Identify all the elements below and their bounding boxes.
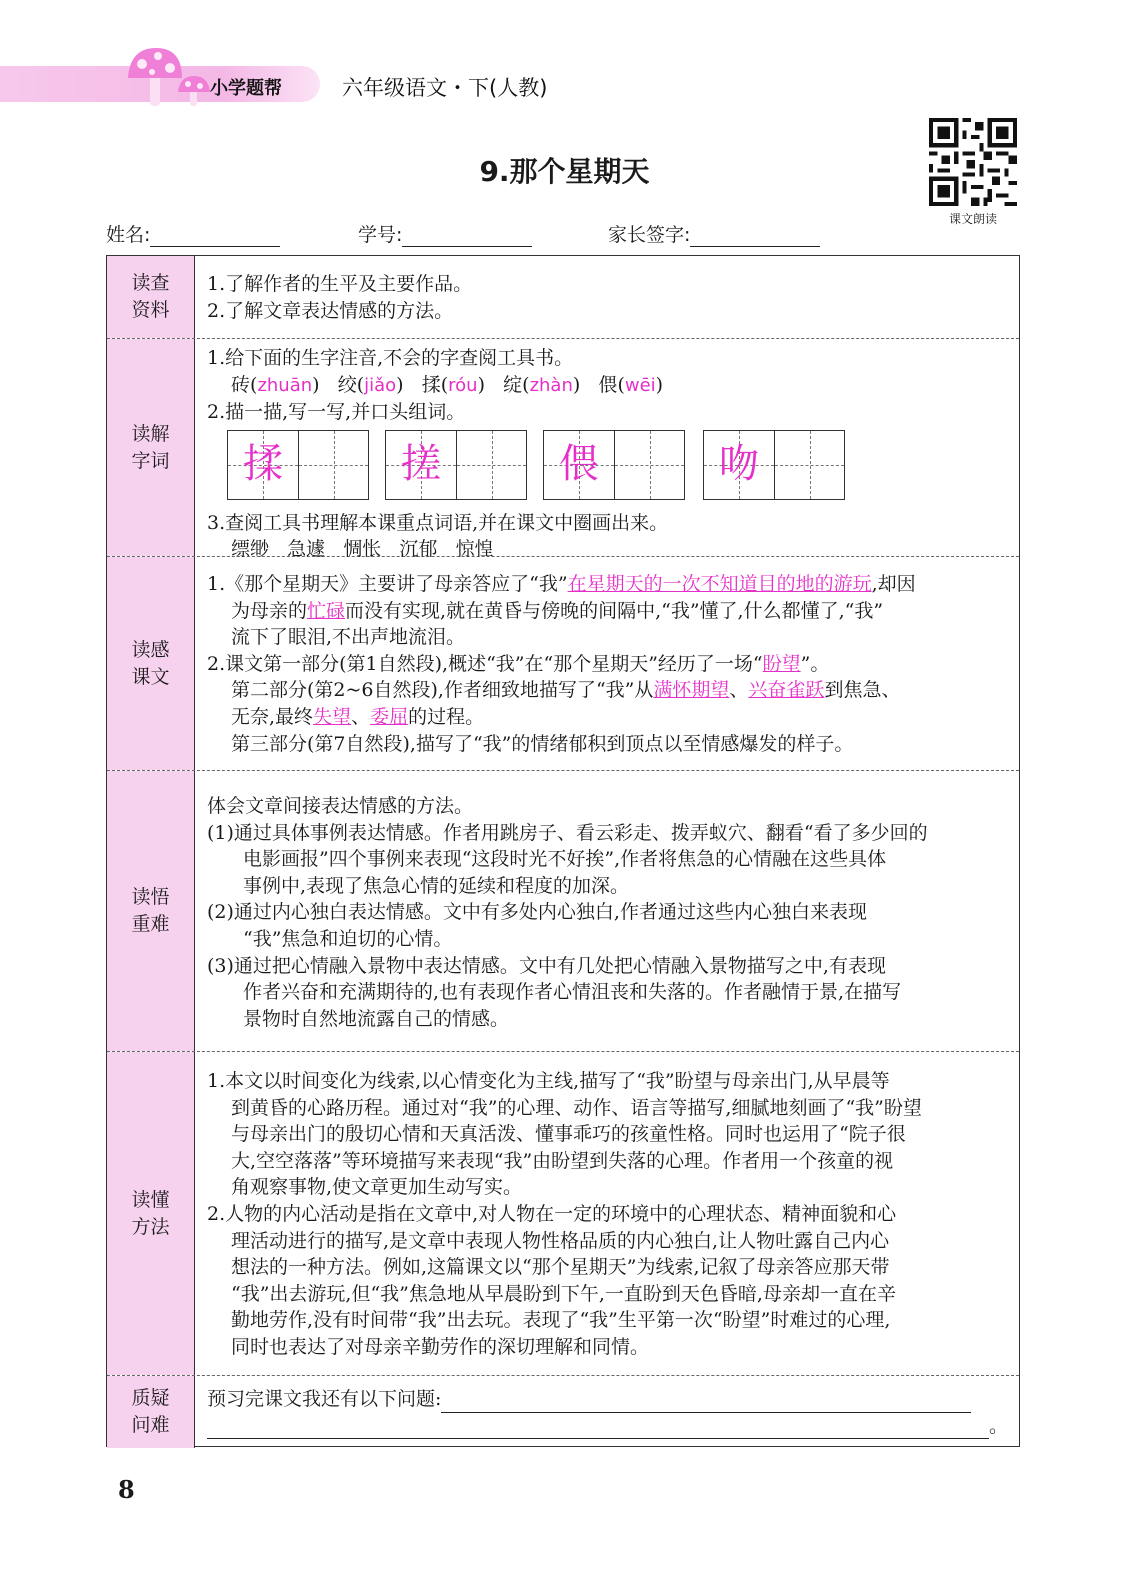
text-line: 到黄昏的心路历程。通过对“我”的心理、动作、语言等描写,细腻地刻画了“我”盼望 [231,1096,922,1119]
text-line: “我”焦急和迫切的心情。 [243,927,453,950]
brand-name: 小学题帮 [210,78,282,99]
section-vocabulary [107,339,1019,561]
text-line: 第三部分(第7自然段),描写了“我”的情绪郁积到顶点以至情感爆发的样子。 [231,732,854,755]
parent-sign-blank[interactable] [690,227,820,247]
question-text: 1.给下面的生字注音,不会的字查阅工具书。 [207,347,574,369]
section-body [207,345,1009,563]
trace-character: 吻 [719,441,759,488]
answer-text[interactable]: 盼望 [762,652,801,675]
section-body [207,271,1009,324]
text-line: “我”出去游玩,但“我”焦急地从早晨盼到下午,一直盼到天色昏暗,母亲却一直在辛 [231,1282,896,1305]
question-line [207,1413,1009,1440]
pinyin-answer[interactable]: zhàn [529,374,573,396]
parent-sign-field[interactable] [608,220,820,247]
label-line-2: 资料 [131,299,170,321]
page-number: 8 [118,1475,135,1504]
text-line: 同时也表达了对母亲辛勤劳作的深切理解和同情。 [231,1335,650,1358]
section-label [107,339,195,556]
label-line-2: 问难 [131,1414,170,1436]
parent-sign-label: 家长签字: [608,224,691,246]
question-line [207,1386,1009,1413]
writing-box[interactable] [703,430,845,500]
text-line: 想法的一种方法。例如,这篇课文以“那个星期天”为线索,记叙了母亲答应那天带 [231,1256,890,1279]
pinyin-item: 揉(róu) [421,373,486,396]
student-id-blank[interactable] [402,227,532,247]
text-line: 事例中,表现了焦急心情的延续和程度的加深。 [243,874,630,897]
section-label [107,1376,195,1448]
text-line: 1.本文以时间变化为线索,以心情变化为主线,描写了“我”盼望与母亲出门,从早晨等 [207,1070,890,1092]
vocab-word: 沉郁 [399,538,438,561]
section-label [107,557,195,770]
text-line: (2)通过内心独白表达情感。文中有多处内心独白,作者通过这些内心独白来表现 [207,901,867,924]
text-line: 电影画报”四个事例来表现“这段时光不好挨”,作者将焦急的心情融在这些具体 [243,848,887,871]
student-id-field[interactable] [358,220,532,247]
text-line: 理活动进行的描写,是文章中表现人物性格品质的内心独白,让人物吐露自己内心 [231,1229,890,1252]
worksheet-table [106,255,1020,1447]
text-line: 1.了解作者的生平及主要作品。 [207,273,473,295]
answer-text[interactable]: 满怀期望 [653,679,730,702]
label-line-2: 方法 [131,1215,170,1238]
name-field[interactable] [106,220,280,247]
text-line: 大,空空落落”等环境描写来表现“我”由盼望到失落的心理。作者用一个孩童的视 [231,1149,894,1172]
period-mark: 。 [989,1414,1009,1437]
text-line: 1.《那个星期天》主要讲了母亲答应了“我”在星期天的一次不知道目的地的游玩,却因 [207,573,916,595]
answer-text[interactable]: 兴奋雀跃 [748,679,825,702]
label-line-1: 读悟 [131,886,170,908]
text-line: 无奈,最终失望、委屈的过程。 [231,705,485,728]
writing-box[interactable] [385,430,527,500]
student-id-label: 学号: [358,224,403,246]
writing-box[interactable] [227,430,369,500]
section-body [207,1068,1009,1361]
section-body [207,793,1009,1032]
vocab-word: 惊惶 [455,538,494,561]
text-line: (3)通过把心情融入景物中表达情感。文中有几处把心情融入景物描写之中,有表现 [207,954,886,977]
text-line: 为母亲的忙碌而没有实现,就在黄昏与傍晚的间隔中,“我”懂了,什么都懂了,“我” [231,599,884,622]
text-line: 第二部分(第2~6自然段),作者细致地描写了“我”从满怀期望、兴奋雀跃到焦急、 [231,679,901,702]
pinyin-answer[interactable]: jiǎo [364,374,397,396]
pinyin-answer[interactable]: zhuān [257,374,313,396]
answer-blank[interactable] [441,1391,971,1413]
section-body [207,571,1009,757]
text-line: (1)通过具体事例表达情感。作者用跳房子、看云彩走、拨弄蚁穴、翻看“看了多少回的 [207,821,928,844]
answer-text[interactable]: 在星期天的一次不知道目的地的游玩 [567,573,872,595]
label-line-1: 读懂 [131,1188,170,1211]
book-info: 六年级语文・下(人教) [342,76,548,100]
text-line: 勤地劳作,没有时间带“我”出去玩。表现了“我”生平第一次“盼望”时难过的心理, [231,1309,891,1332]
text-line: 作者兴奋和充满期待的,也有表现作者心情沮丧和失落的。作者融情于景,在描写 [243,981,902,1004]
pinyin-answer[interactable]: róu [448,374,478,396]
pinyin-row [207,372,1009,400]
question-prompt: 预习完课文我还有以下问题: [207,1388,442,1410]
section-label [107,1052,195,1375]
writing-grid [227,430,1009,504]
text-line: 2.课文第一部分(第1自然段),概述“我”在“那个星期天”经历了一场“盼望”。 [207,652,830,675]
text-line: 景物时自然地流露自己的情感。 [243,1007,510,1030]
answer-text[interactable]: 忙碌 [307,599,346,622]
answer-text[interactable]: 委屈 [370,705,409,728]
section-method [107,1052,1019,1376]
label-line-2: 字词 [131,449,170,472]
pinyin-answer[interactable]: wēi [624,374,656,396]
page-title: 9.那个星期天 [479,155,650,188]
answer-text[interactable]: 失望 [313,705,352,728]
section-key-points [107,771,1019,1052]
vocab-word: 缥缈 [231,538,270,561]
text-line: 2.了解文章表达情感的方法。 [207,299,454,322]
qr-caption: 课文朗读 [948,212,997,226]
name-label: 姓名: [106,224,151,246]
label-line-1: 质疑 [131,1387,170,1409]
section-research [107,256,1019,339]
text-line: 2.人物的内心活动是指在文章中,对人物在一定的环境中的心理状态、精神面貌和心 [207,1202,897,1225]
question-text: 3.查阅工具书理解本课重点词语,并在课文中圈画出来。 [207,511,669,534]
label-line-1: 读解 [131,422,170,445]
trace-character: 搓 [401,441,441,488]
section-questions [107,1376,1019,1448]
vocab-word: 急遽 [287,538,326,561]
label-line-2: 课文 [131,665,170,688]
vocab-word: 惆怅 [343,538,382,561]
pinyin-item: 砖(zhuān) [231,373,320,396]
pinyin-item: 偎(wēi) [598,373,664,396]
label-line-1: 读感 [131,638,170,661]
section-label [107,771,195,1051]
section-label [107,256,195,338]
label-line-1: 读查 [131,272,170,294]
pinyin-item: 绞(jiǎo) [337,373,404,396]
mushroom-logo-icon [120,44,220,110]
text-line: 流下了眼泪,不出声地流泪。 [231,626,466,649]
answer-blank[interactable] [207,1417,989,1439]
trace-character: 揉 [243,441,283,488]
text-line: 体会文章间接表达情感的方法。 [207,795,474,817]
text-line: 角观察事物,使文章更加生动写实。 [231,1176,523,1199]
label-line-2: 重难 [131,913,170,935]
question-text: 2.描一描,写一写,并口头组词。 [207,401,466,424]
section-body [207,1386,1009,1439]
section-reading [107,557,1019,771]
pinyin-item: 绽(zhàn) [503,373,581,396]
name-blank[interactable] [150,227,280,247]
qr-code-icon[interactable] [928,118,1018,206]
text-line: 与母亲出门的殷切心情和天真活泼、懂事乖巧的孩童性格。同时也运用了“院子很 [231,1123,906,1146]
writing-box[interactable] [543,430,685,500]
trace-character: 偎 [559,441,599,488]
